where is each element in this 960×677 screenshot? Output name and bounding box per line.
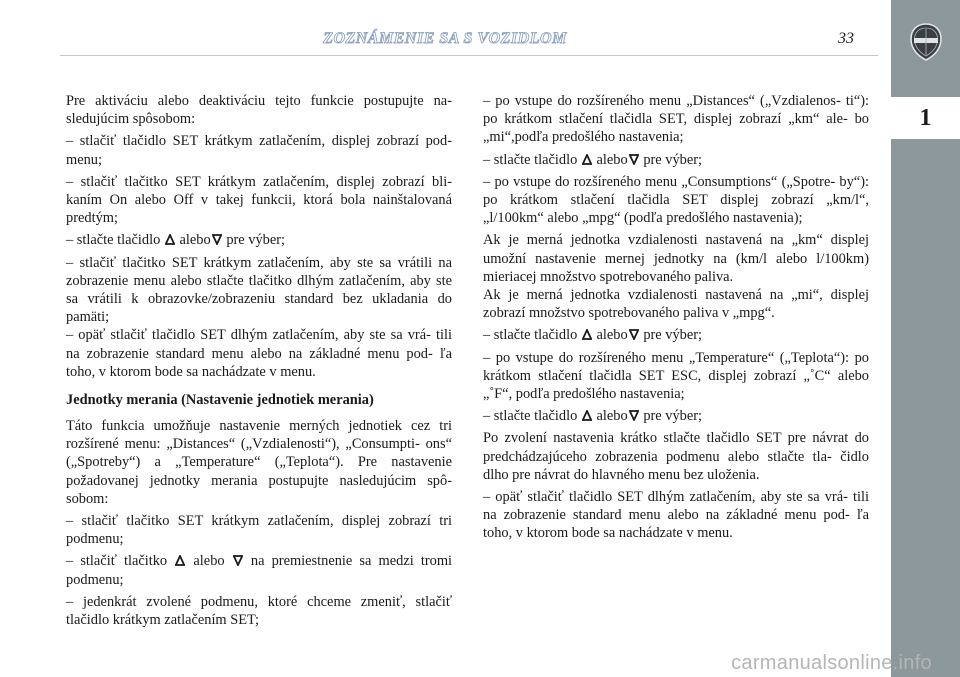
text-run: alebo — [193, 553, 225, 570]
text-run: pre výber; — [643, 327, 703, 344]
page-header-title: ZOZNÁMENIE SA S VOZIDLOM — [323, 30, 567, 47]
text-run: alebo — [596, 151, 628, 168]
text-run: na premiestnenie sa medzi tromi podmenu; — [66, 553, 453, 588]
text-run: pre výber; — [226, 232, 286, 249]
triangle-up-icon — [582, 410, 592, 421]
paragraph: Pre aktiváciu alebo deaktiváciu tejto funkcie postupujte na- sledujúcim spôsobom: — [66, 93, 452, 128]
text-run: – stlačte tlačidlo — [66, 232, 161, 249]
text-run: – stlačte tlačidlo — [483, 408, 578, 425]
left-column — [66, 92, 452, 633]
triangle-up-icon — [582, 329, 592, 340]
paragraph: – stlačiť tlačitko SET krátkym zatlačením, displej zobrazí bli- kaním On alebo Off v takej funkcii, ktorá bola nainštalovaná predtým; — [66, 173, 452, 227]
text-run: alebo — [179, 232, 211, 249]
triangle-down-icon — [629, 154, 639, 165]
paragraph — [66, 552, 452, 588]
page-number: 33 — [838, 30, 854, 47]
triangle-down-icon — [629, 329, 639, 340]
text-run: pre výber; — [643, 408, 703, 425]
right-column — [483, 92, 869, 547]
paragraph: – opäť stlačiť tlačidlo SET dlhým zatlačením, aby ste sa vrá- tili na zobrazenie standard menu alebo na základné menu pod- ľa toho, v ktorom bode sa nachádzate v menu. — [66, 327, 452, 380]
triangle-up-icon — [165, 234, 175, 245]
paragraph: Po zvolení nastavenia krátko stlačte tlačidlo SET pre návrat do predchádzajúceho zobrazenia podmenu alebo stlačte tla- čidlo dlho pre návrat do hlavného menu bez uloženia. — [483, 430, 869, 483]
text-run: alebo — [596, 408, 628, 425]
paragraph — [66, 231, 452, 249]
triangle-down-icon — [233, 555, 243, 566]
paragraph — [483, 407, 869, 425]
header-rule — [60, 55, 878, 56]
paragraph — [483, 151, 869, 169]
lancia-logo-icon — [908, 22, 944, 62]
text-run: – stlačiť tlačitko — [66, 553, 168, 570]
paragraph: – po vstupe do rozšíreného menu „Distances“ („Vzdialenos- ti“): po krátkom stlačení tlačidla SET, displej zobrazí „km“ ale- bo „mi“,podľa predošlého nastavenia; — [483, 93, 869, 146]
paragraph: Ak je merná jednotka vzdialenosti nastavená na „mi“, displej zobrazí množstvo spotrebovaného paliva v „mpg“. — [483, 287, 869, 322]
watermark: carmanualsonline.info — [731, 652, 932, 674]
text-run: pre výber; — [643, 151, 703, 168]
paragraph — [483, 326, 869, 344]
paragraph: – po vstupe do rozšíreného menu „Consumptions“ („Spotre- by“): po krátkom stlačení tlačidla SET displej zobrazí „km/l“, „l/100km“ alebo „mpg“ (podľa predošlého nastavenia); — [483, 173, 869, 227]
paragraph: – jedenkrát zvolené podmenu, ktoré chceme zmeniť, stlačiť tlačidlo krátkym zatlačením SET; — [66, 593, 452, 629]
text-run: – stlačte tlačidlo — [483, 151, 578, 168]
chapter-tab — [891, 97, 960, 139]
paragraph: – stlačiť tlačitko SET krátkym zatlačením, aby ste sa vrátili na zobrazenie menu alebo stlačte tlačitko dlhým zatlačením, aby ste sa vrátili k obrazovke/zobrazeniu standard bez ukladania do pamäti; — [66, 254, 452, 326]
paragraph: – stlačiť tlačitko SET krátkym zatlačením, displej zobrazí tri podmenu; — [66, 513, 452, 548]
paragraph: – po vstupe do rozšíreného menu „Temperature“ („Teplota“): po krátkom stlačení tlačidla SET ESC, displej zobrazí „˚C“ alebo „˚F“, podľa predošlého nastavenia; — [483, 349, 869, 403]
paragraph: – stlačiť tlačidlo SET krátkym zatlačením, displej zobrazí pod- menu; — [66, 133, 452, 168]
section-heading: Jednotky merania (Nastavenie jednotiek merania) — [66, 392, 374, 409]
triangle-up-icon — [175, 555, 185, 566]
triangle-down-icon — [212, 234, 222, 245]
paragraph: Ak je merná jednotka vzdialenosti nastavená na „km“ displej umožní nastavenie mernej jednotky na (km/l alebo l/100km) mieriacej množstvo spotrebovaného paliva. — [483, 232, 869, 285]
triangle-up-icon — [582, 154, 592, 165]
paragraph: Táto funkcia umožňuje nastavenie merných jednotiek cez tri rozšírené menu: „Distances“ („Vzdialenosti“), „Consumpti- ons“ („Spotreby“) a „Temperature“ („Teplota“). Pre nastavenie požadovanej jednotky merania postupujte nasledujúcim spô- sobom: — [66, 418, 452, 507]
text-run: alebo — [596, 327, 628, 344]
chapter-number: 1 — [919, 104, 932, 131]
triangle-down-icon — [629, 410, 639, 421]
text-run: – stlačte tlačidlo — [483, 327, 578, 344]
paragraph: – opäť stlačiť tlačidlo SET dlhým zatlačením, aby ste sa vrá- tili na zobrazenie standard menu alebo na základné menu pod- ľa toho, v ktorom bode sa nachádzate v menu. — [483, 489, 869, 542]
